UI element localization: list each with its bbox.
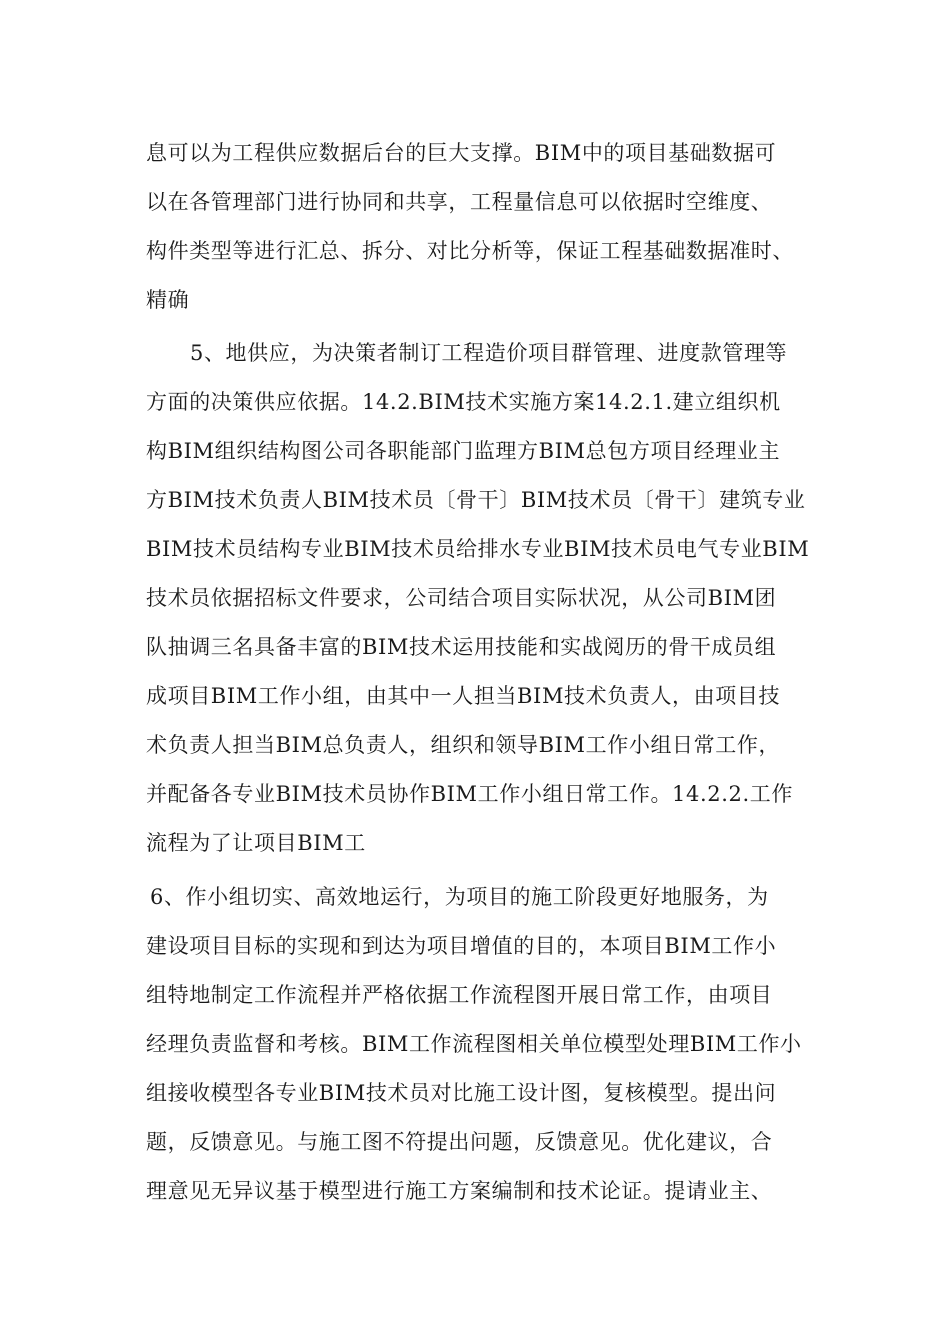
text-line-10: 技术员依据招标文件要求，公司结合项目实际状况，从公司BIM团: [146, 586, 777, 610]
text-line-13: 术负责人担当BIM总负责人，组织和领导BIM工作小组日常工作，: [146, 733, 781, 757]
text-line-7: 构BIM组织结构图公司各职能部门监理方BIM总包方项目经理业主: [146, 439, 781, 463]
text-line-1: 息可以为工程供应数据后台的巨大支撑。BIM中的项目基础数据可: [146, 141, 777, 165]
text-line-18: 组特地制定工作流程并严格依据工作流程图开展日常工作，由项目: [146, 983, 773, 1007]
text-line-8: 方BIM技术负责人BIM技术员〔骨干〕BIM技术员〔骨干〕建筑专业: [146, 488, 806, 512]
text-line-12: 成项目BIM工作小组，由其中一人担当BIM技术负责人，由项目技: [146, 684, 781, 708]
text-line-6: 方面的决策供应依据。14.2.BIM技术实施方案14.2.1.建立组织机: [146, 390, 781, 414]
text-line-19: 经理负责监督和考核。BIM工作流程图相关单位模型处理BIM工作小: [146, 1032, 802, 1056]
text-line-17: 建设项目目标的实现和到达为项目增值的目的，本项目BIM工作小: [146, 934, 777, 958]
text-line-3: 构件类型等进行汇总、拆分、对比分析等，保证工程基础数据准时、: [146, 239, 794, 263]
text-line-2: 以在各管理部门进行协同和共享，工程量信息可以依据时空维度、: [146, 190, 773, 214]
text-line-16: 6、作小组切实、高效地运行，为项目的施工阶段更好地服务，为: [150, 885, 769, 909]
text-line-9: BIM技术员结构专业BIM技术员给排水专业BIM技术员电气专业BIM: [146, 537, 810, 561]
text-line-15: 流程为了让项目BIM工: [146, 831, 366, 855]
text-line-14: 并配备各专业BIM技术员协作BIM工作小组日常工作。14.2.2.工作: [146, 782, 793, 806]
text-line-22: 理意见无异议基于模型进行施工方案编制和技术论证。提请业主、: [146, 1179, 773, 1203]
text-line-5: 5、地供应，为决策者制订工程造价项目群管理、进度款管理等: [190, 341, 788, 365]
text-line-20: 组接收模型各专业BIM技术员对比施工设计图，复核模型。提出问: [146, 1081, 777, 1105]
text-line-21: 题，反馈意见。与施工图不符提出问题，反馈意见。优化建议，合: [146, 1130, 773, 1154]
text-line-11: 队抽调三名具备丰富的BIM技术运用技能和实战阅历的骨干成员组: [146, 635, 777, 659]
text-line-4: 精确: [146, 288, 190, 312]
